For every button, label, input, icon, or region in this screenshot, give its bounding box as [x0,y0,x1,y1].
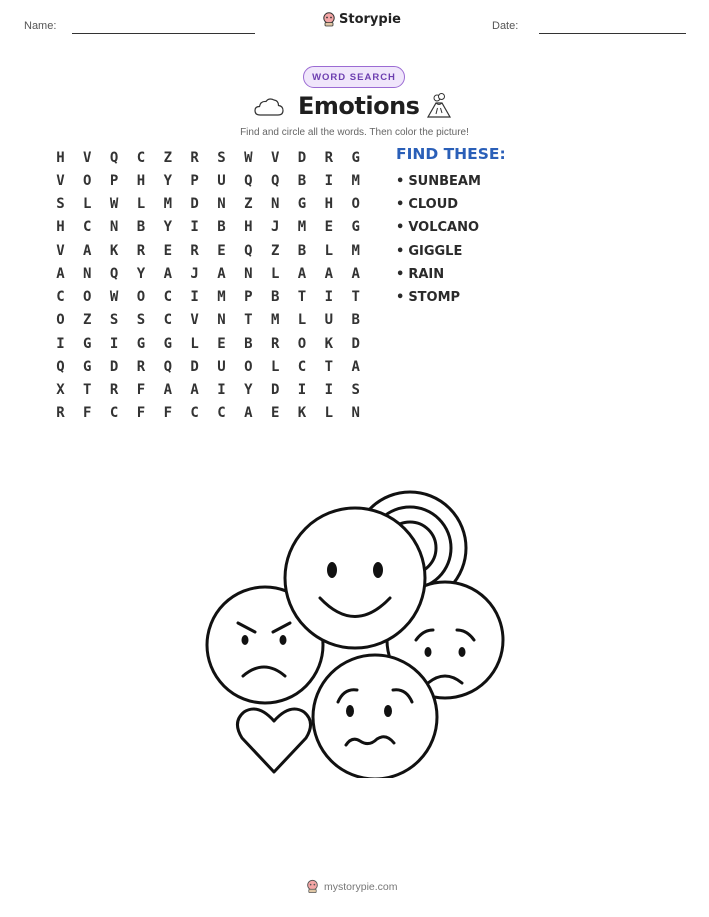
grid-letter: A [351,358,360,375]
grid-letter: Q [244,242,253,259]
grid-letter: W [244,149,253,166]
word-list-item [396,170,481,193]
grid-letter: A [163,382,173,399]
grid-letter: E [270,405,280,422]
grid-letter: V [83,149,92,166]
footer-url: mystorypie.com [324,880,398,893]
badge-label: WORD SEARCH [312,71,396,83]
grid-letter: N [109,219,119,236]
grid-letter: I [297,382,307,399]
word-label: GIGGLE [408,243,463,259]
grid-letter: H [56,149,65,166]
word-label: STOMP [408,290,461,306]
grid-letter: S [56,196,65,213]
grid-letter: D [190,358,199,375]
grid-letter: K [109,242,119,259]
grid-letter: O [56,312,65,329]
grid-letter: Z [270,242,280,259]
grid-letter: A [324,265,334,282]
grid-letter: A [351,265,360,282]
brand-name: Storypie [339,12,401,27]
grid-letter: T [324,358,334,375]
name-label: Name: [24,20,57,32]
grid-letter: A [163,265,173,282]
grid-letter: Q [109,149,119,166]
volcano-icon [425,92,453,120]
grid-letter: C [136,149,146,166]
grid-letter: C [163,289,173,306]
grid-letter: Q [244,172,253,189]
word-list-item [396,263,481,286]
grid-letter: T [351,289,360,306]
grid-letter: V [270,149,280,166]
grid-letter: A [217,265,226,282]
grid-letter: O [83,172,92,189]
grid-letter: Y [136,265,146,282]
grid-letter: Y [244,382,253,399]
word-label: VOLCANO [408,220,480,236]
name-line [72,33,255,34]
grid-letter: R [324,149,334,166]
grid-letter: C [217,405,226,422]
grid-letter: T [297,289,307,306]
grid-letter: S [109,312,119,329]
grid-letter: I [324,382,334,399]
word-bullet: • [396,290,405,306]
word-bullet: • [396,266,405,282]
grid-letter: E [163,242,173,259]
grid-letter: I [109,335,119,352]
grid-letter: L [324,405,334,422]
grid-letter: B [244,335,253,352]
word-bullet: • [396,174,405,190]
grid-letter: O [244,358,253,375]
grid-letter: Z [83,312,92,329]
grid-letter: B [270,289,280,306]
grid-letter: F [163,405,173,422]
grid-letter: Q [270,172,280,189]
grid-letter: V [56,172,65,189]
grid-letter: G [83,335,92,352]
grid-letter: I [217,382,226,399]
grid-letter: P [190,172,199,189]
grid-letter: D [190,196,199,213]
heart-outline [237,709,310,772]
word-list-item [396,216,481,239]
word-list [396,170,481,309]
grid-letter: G [136,335,146,352]
grid-letter: B [217,219,226,236]
grid-letter: V [190,312,199,329]
grid-letter: M [351,172,360,189]
grid-letter: B [136,219,146,236]
grid-letter: I [56,335,65,352]
grid-letter: Z [163,149,173,166]
grid-letter: W [109,289,119,306]
grid-letter: N [217,196,226,213]
brand-logo [322,12,401,27]
happy-face [285,508,425,648]
grid-letter: A [83,242,92,259]
grid-letter: R [270,335,280,352]
letter-grid [47,146,369,425]
grid-letter: H [56,219,65,236]
grid-letter: L [83,196,92,213]
grid-letter: A [56,265,65,282]
grid-letter: L [136,196,146,213]
grid-letter: E [217,335,226,352]
grid-letter: N [244,265,253,282]
word-bullet: • [396,220,405,236]
grid-letter: H [324,196,334,213]
grid-letter: S [217,149,226,166]
grid-letter: O [83,289,92,306]
grid-letter: D [270,382,280,399]
grid-letter: U [217,358,226,375]
grid-letter: M [351,242,360,259]
grid-letter: U [324,312,334,329]
grid-letter: N [83,265,92,282]
grid-letter: H [244,219,253,236]
grid-letter: H [136,172,146,189]
grid-letter: I [190,219,199,236]
grid-letter: L [190,335,199,352]
grid-letter: S [136,312,146,329]
grid-letter: I [324,172,334,189]
find-these-heading: FIND THESE: [396,145,506,163]
grid-letter: R [136,242,146,259]
grid-letter: C [297,358,307,375]
word-label: CLOUD [408,197,459,213]
grid-letter: M [163,196,173,213]
grid-letter: V [56,242,65,259]
grid-letter: Q [109,265,119,282]
word-list-item [396,240,481,263]
grid-letter: C [56,289,65,306]
grid-letter: M [217,289,226,306]
grid-letter: B [297,242,307,259]
grid-letter: Y [163,172,173,189]
grid-letter: R [56,405,65,422]
date-line [539,33,686,34]
word-label: RAIN [408,266,445,282]
grid-letter: K [297,405,307,422]
grid-letter: G [351,149,360,166]
grid-letter: G [297,196,307,213]
footer [306,879,398,894]
word-label: SUNBEAM [408,174,481,190]
grid-letter: B [297,172,307,189]
grid-letter: D [297,149,307,166]
grid-letter: J [270,219,280,236]
grid-letter: L [270,265,280,282]
grid-letter: O [351,196,360,213]
word-list-item [396,193,481,216]
grid-letter: A [244,405,253,422]
instructions: Find and circle all the words. Then color the picture! [240,127,469,138]
grid-letter: R [190,242,199,259]
grid-letter: R [136,358,146,375]
grid-letter: N [217,312,226,329]
grid-letter: N [270,196,280,213]
grid-letter: M [297,219,307,236]
grid-letter: A [190,382,199,399]
grid-letter: T [244,312,253,329]
grid-letter: D [351,335,360,352]
grid-letter: P [109,172,119,189]
grid-letter: Y [163,219,173,236]
cloud-icon [253,96,285,118]
grid-letter: A [297,265,307,282]
grid-letter: L [270,358,280,375]
grid-letter: P [244,289,253,306]
grid-letter: O [136,289,146,306]
word-bullet: • [396,197,405,213]
grid-letter: C [163,312,173,329]
grid-letter: E [217,242,226,259]
worried-face [313,655,437,778]
grid-letter: R [109,382,119,399]
grid-letter: F [83,405,92,422]
grid-letter: L [324,242,334,259]
grid-letter: G [83,358,92,375]
emotions-coloring-illustration [200,488,510,778]
storypie-mascot-icon [322,12,336,27]
grid-letter: F [136,405,146,422]
grid-letter: L [297,312,307,329]
grid-letter: K [324,335,334,352]
grid-letter: S [351,382,360,399]
grid-letter: G [163,335,173,352]
grid-letter: F [136,382,146,399]
grid-letter: C [83,219,92,236]
grid-letter: Z [244,196,253,213]
date-label: Date: [492,20,519,32]
grid-letter: Q [163,358,173,375]
word-search-badge [303,66,405,88]
grid-letter: J [190,265,199,282]
grid-letter: X [56,382,65,399]
grid-letter: W [109,196,119,213]
grid-letter: I [324,289,334,306]
grid-letter: T [83,382,92,399]
grid-letter: C [190,405,199,422]
page-title: Emotions [298,92,420,120]
grid-letter: C [109,405,119,422]
grid-letter: N [351,405,360,422]
word-list-item [396,286,481,309]
grid-letter: M [270,312,280,329]
grid-letter: Q [56,358,65,375]
grid-letter: B [351,312,360,329]
grid-letter: U [217,172,226,189]
grid-letter: I [190,289,199,306]
grid-letter: D [109,358,119,375]
grid-letter: G [351,219,360,236]
grid-letter: O [297,335,307,352]
storypie-mascot-icon [306,879,319,894]
grid-letter: E [324,219,334,236]
grid-letter: R [190,149,199,166]
word-bullet: • [396,243,405,259]
